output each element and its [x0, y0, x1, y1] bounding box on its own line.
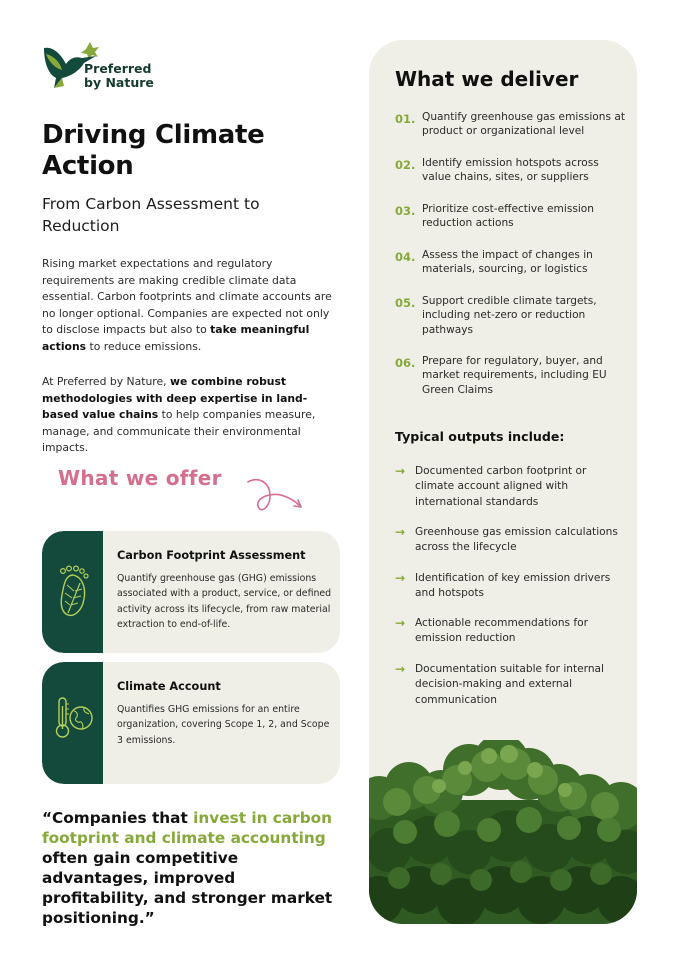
offer-card-description: Quantify greenhouse gas (GHG) emissions associated with a product, service, or defined activity across its lifecycle, from raw material extraction to end-of-life.: [117, 573, 332, 631]
quote-highlight: invest in carbon footprint and climate accounting: [42, 809, 333, 847]
footprint-leaf-icon: [54, 565, 92, 619]
intro-paragraph-2: [42, 374, 337, 457]
page-title: Driving Climate Action: [42, 120, 265, 181]
offer-card-title: Carbon Footprint Assessment: [117, 549, 306, 562]
thermometer-globe-icon: [54, 696, 94, 740]
brand-line-2: by Nature: [84, 75, 154, 90]
quote-text-end: often gain competitive advantages, improved profitability, and stronger market positioning.”: [42, 849, 333, 927]
offer-heading: What we offer: [58, 466, 222, 490]
offer-card-climate-account: [42, 662, 340, 784]
output-text: Actionable recommendations for emission reduction: [415, 617, 589, 645]
intro-paragraph-1: [42, 256, 337, 356]
output-text: Identification of key emission drivers and hotspots: [415, 572, 611, 600]
page-subtitle: From Carbon Assessment to Reduction: [42, 195, 260, 235]
brand-name: [84, 62, 154, 90]
intro-p1-text: Rising market expectations and regulatory requirements are making credible climate data essential. Carbon footprints and climate accounts are no longer optional. Companies are expected not only to disclose impacts but also to: [42, 257, 332, 337]
output-text: Documentation suitable for internal decision-making and external communication: [415, 663, 604, 706]
arrow-right-icon: →: [395, 571, 406, 585]
arrow-right-icon: →: [395, 616, 406, 630]
offer-card-description: Quantifies GHG emissions for an entire organization, covering Scope 1, 2, and Scope 3 emissions.: [117, 704, 330, 746]
curved-arrow-icon: [244, 474, 306, 518]
deliver-number: 03.: [395, 204, 416, 218]
deliver-title: What we deliver: [395, 67, 579, 91]
deliver-text: Prioritize cost-effective emission reduction actions: [422, 203, 594, 230]
forest-image: [369, 740, 637, 924]
deliver-number: 06.: [395, 356, 416, 370]
output-text: Greenhouse gas emission calculations across the lifecycle: [415, 526, 618, 554]
quote-text-start: “Companies that: [42, 809, 194, 827]
output-text: Documented carbon footprint or climate account aligned with international standards: [415, 465, 587, 508]
deliver-text: Identify emission hotspots across value chains, sites, or suppliers: [422, 157, 599, 184]
intro-p1-bold: take meaningful actions: [42, 323, 310, 353]
offer-card-side: [42, 662, 103, 784]
pull-quote: [42, 808, 347, 928]
intro-p2-bold: we combine robust methodologies with deep expertise in land-based value chains: [42, 375, 308, 422]
offer-card-side: [42, 531, 103, 653]
outputs-title: Typical outputs include:: [395, 429, 565, 444]
deliver-text: Quantify greenhouse gas emissions at product or organizational level: [422, 111, 626, 138]
arrow-right-icon: →: [395, 662, 406, 676]
intro-p2-end: to help companies measure, manage, and communicate their environmental impacts.: [42, 408, 316, 455]
arrow-right-icon: →: [395, 464, 406, 478]
deliver-number: 02.: [395, 158, 416, 172]
arrow-right-icon: →: [395, 525, 406, 539]
deliver-text: Assess the impact of changes in materials, sourcing, or logistics: [422, 249, 593, 276]
deliver-number: 05.: [395, 296, 416, 310]
deliver-number: 01.: [395, 112, 416, 126]
brand-line-1: Preferred: [84, 61, 152, 76]
deliver-text: Support credible climate targets, including net-zero or reduction pathways: [422, 295, 597, 336]
brand-logo: [40, 38, 180, 96]
deliver-text: Prepare for regulatory, buyer, and market requirements, including EU Green Claims: [422, 355, 607, 396]
offer-card-title: Climate Account: [117, 680, 221, 693]
deliver-number: 04.: [395, 250, 416, 264]
offer-card-carbon-footprint: [42, 531, 340, 653]
deliver-panel: [369, 40, 637, 924]
intro-p2-text: At Preferred by Nature,: [42, 375, 171, 388]
intro-p1-end: to reduce emissions.: [86, 339, 202, 353]
